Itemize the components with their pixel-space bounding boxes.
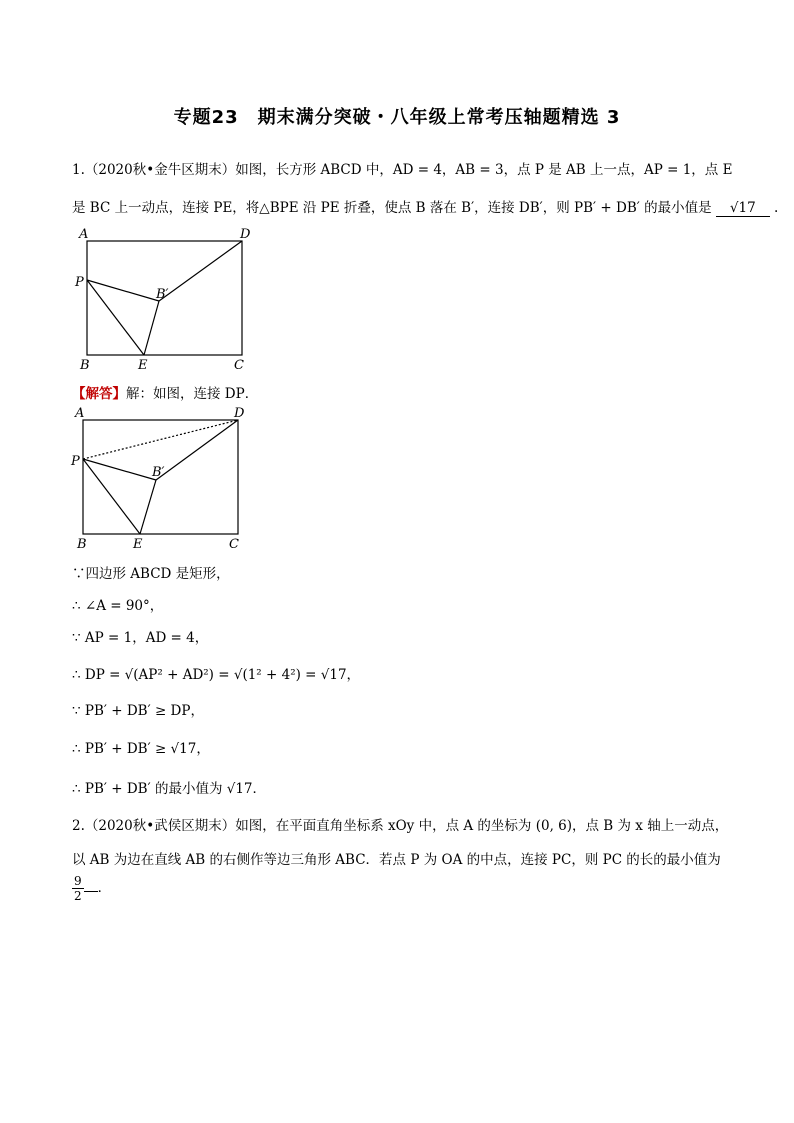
q2-answer-end: ． — [97, 880, 112, 896]
q1-line2 — [72, 196, 778, 217]
label-e-2: E — [133, 537, 143, 552]
page-title: 专题23 期末满分突破・八年级上常考压轴题精选 3 — [173, 107, 621, 128]
solution-step-2: ∴ ∠A = 90°， — [72, 598, 164, 614]
label-b: B — [80, 358, 90, 373]
solution-step-5: ∵ PB′ + DB′ ≥ DP， — [72, 703, 204, 719]
segment-db-prime-2 — [156, 420, 238, 480]
label-e: E — [138, 358, 148, 373]
label-d-2: D — [234, 406, 245, 421]
q2-answer-line — [72, 874, 111, 903]
label-a: A — [79, 227, 89, 242]
solution-step-1: ∵四边形 ABCD 是矩形， — [72, 566, 230, 582]
segment-pe-2 — [83, 459, 140, 534]
solution-tag: 【解答】 — [72, 386, 126, 402]
q2-answer-blank — [84, 891, 98, 892]
segment-dp-dotted — [83, 420, 238, 459]
label-b-2: B — [77, 537, 87, 552]
q2-answer-denominator: 2 — [74, 889, 82, 903]
figure-2 — [68, 404, 258, 554]
segment-db-prime — [159, 241, 242, 301]
label-b-prime: B′ — [156, 287, 169, 302]
segment-eb-prime — [144, 301, 159, 355]
label-a-2: A — [75, 406, 85, 421]
q1-answer: √17 — [716, 200, 770, 217]
q2-line1: 2.（2020秋•武侯区期末）如图，在平面直角坐标系 xOy 中，点 A 的坐标为 (0, 6)，点 B 为 x 轴上一动点， — [72, 818, 729, 834]
label-b-prime-2: B′ — [152, 465, 165, 480]
label-c-2: C — [229, 537, 239, 552]
solution-step-4: ∴ DP = √(AP² + AD²) = √(1² + 4²) = √17， — [72, 667, 361, 683]
solution-step-3: ∵ AP = 1，AD = 4， — [72, 630, 209, 646]
solution-step-6: ∴ PB′ + DB′ ≥ √17， — [72, 741, 210, 757]
label-p-2: P — [71, 454, 80, 469]
q2-line2: 以 AB 为边在直线 AB 的右侧作等边三角形 ABC．若点 P 为 OA 的中点，连接 PC，则 PC 的长的最小值为 — [72, 852, 721, 868]
label-d: D — [240, 227, 251, 242]
segment-pb-prime-2 — [83, 459, 156, 480]
figure-1 — [70, 225, 260, 375]
segment-pe — [87, 280, 144, 355]
q2-answer-numerator: 9 — [74, 874, 82, 888]
q1-line2-end: . — [773, 200, 779, 216]
segment-pb-prime — [87, 280, 159, 301]
q1-line1: 1.（2020秋•金牛区期末）如图，长方形 ABCD 中，AD = 4，AB = 3，点 P 是 AB 上一点，AP = 1，点 E — [72, 162, 733, 178]
label-p: P — [75, 275, 84, 290]
solution-step-7: ∴ PB′ + DB′ 的最小值为 √17． — [72, 781, 267, 797]
label-c: C — [234, 358, 244, 373]
q2-answer-fraction — [72, 874, 84, 903]
solution-intro: 解：如图，连接 DP． — [126, 386, 259, 402]
solution-intro-line — [72, 382, 258, 402]
segment-eb-prime-2 — [140, 480, 156, 534]
q1-line2-text: 是 BC 上一动点，连接 PE，将△BPE 沿 PE 折叠，使点 B 落在 B′，连接 DB′，则 PB′ + DB′ 的最小值是 — [72, 200, 712, 216]
